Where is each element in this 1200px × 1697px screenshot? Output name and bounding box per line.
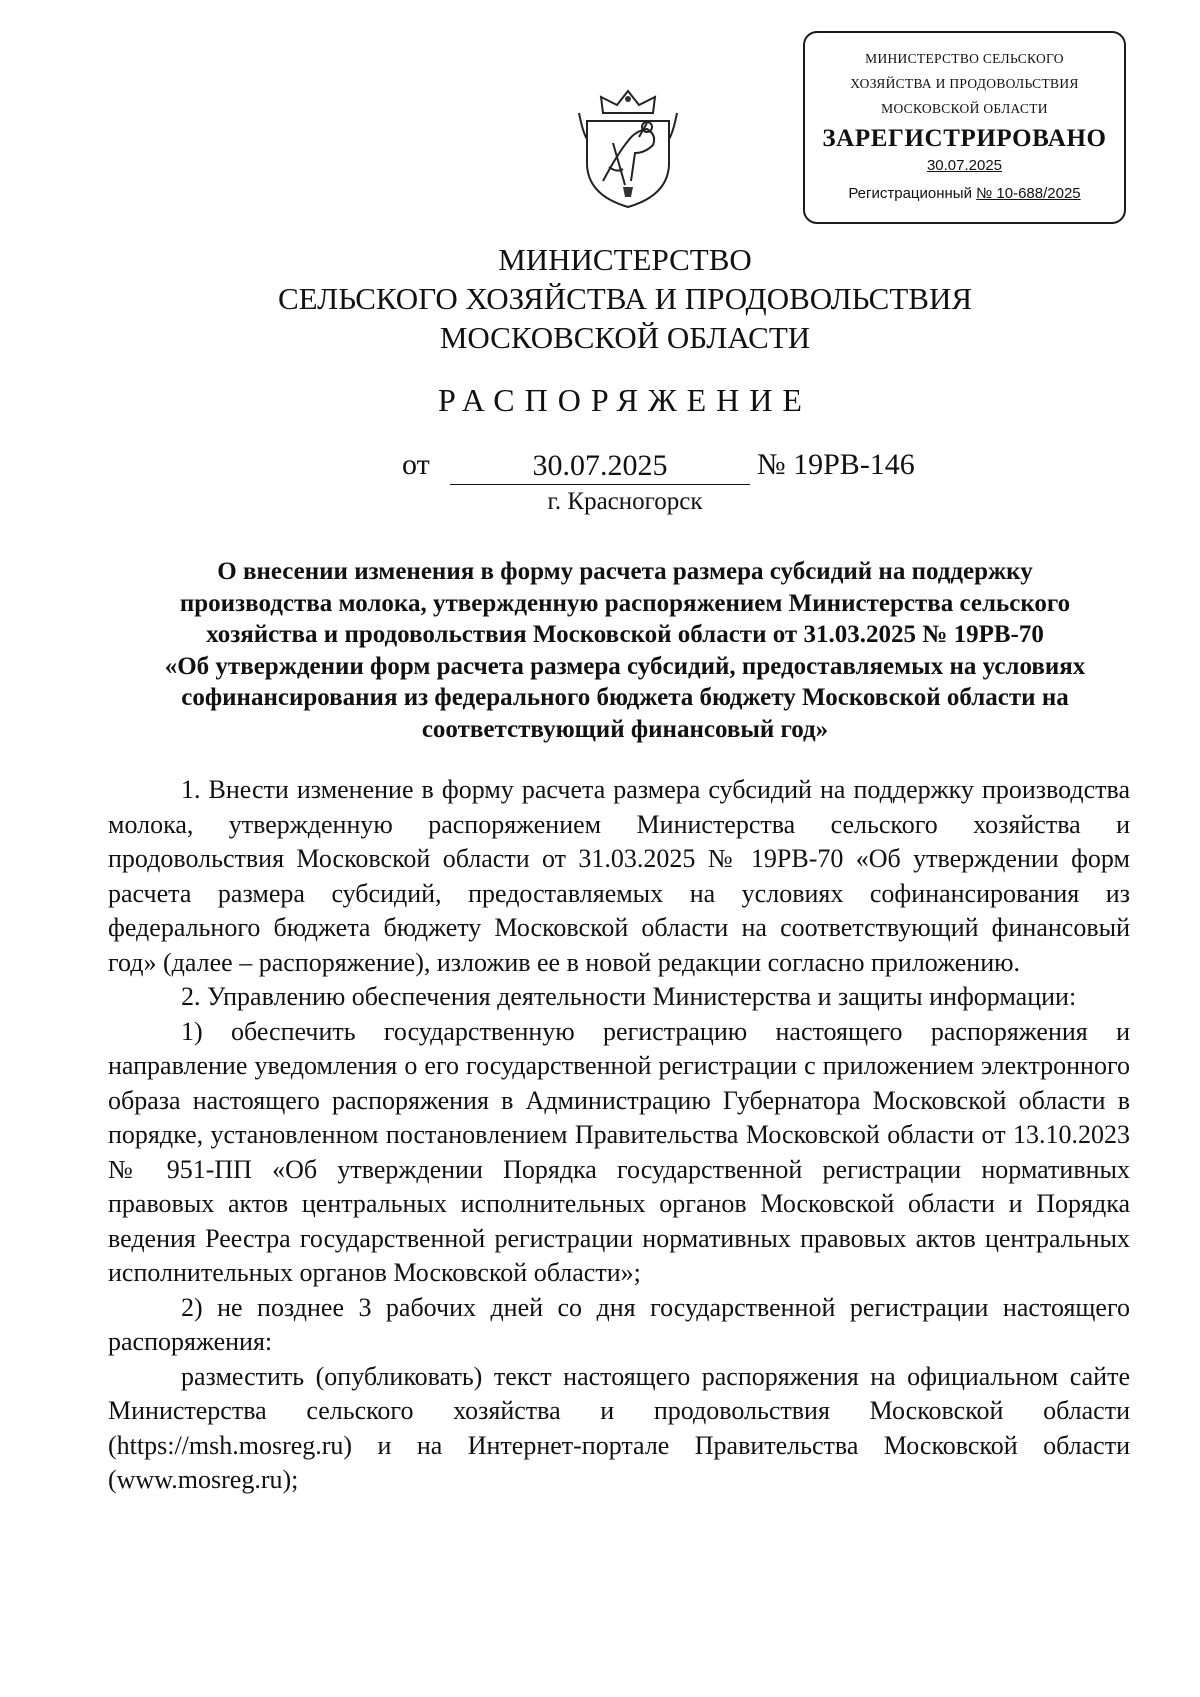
- title-line: О внесении изменения в форму расчета размера субсидий на поддержку: [217, 558, 1033, 585]
- document-title: [115, 556, 1135, 745]
- stamp-line: ХОЗЯЙСТВА И ПРОДОВОЛЬСТВИЯ: [850, 76, 1079, 91]
- stamp-number-value: № 10-688/2025: [976, 185, 1081, 202]
- paragraph-publish: разместить (опубликовать) текст настоящего распоряжения на официальном сайте Министерства сельского хозяйства и продовольствия Московской области (https://msh.mosreg.ru) и на Интернет-портале Правительства Московской области (www.mosreg.ru);: [108, 1361, 1130, 1494]
- title-line: софинансирования из федерального бюджета бюджету Московской области на: [181, 684, 1069, 711]
- document-body: [108, 773, 1130, 1498]
- paragraph-subitem-1: 1) обеспечить государственную регистрацию настоящего распоряжения и направление уведомления о его государственной регистрации с приложением электронного образа настоящего распоряжения в Администрацию Губернатора Московской области в порядке, установленном постановлением Правительства Московской области от 13.10.2023 № 951-ПП «Об утверждении Порядка государственной регистрации нормативных правовых актов центральных исполнительных органов Московской области и Порядка ведения Реестра государственной регистрации нормативных правовых актов центральных исполнительных органов Московской области»;: [108, 1016, 1130, 1287]
- title-line: соответствующий финансовый год»: [421, 715, 829, 743]
- stamp-line: МИНИСТЕРСТВО СЕЛЬСКОГО: [865, 51, 1064, 66]
- coat-of-arms-icon: [573, 83, 683, 213]
- document-date: 30.07.2025: [450, 447, 750, 485]
- paragraph-item-1: 1. Внести изменение в форму расчета размера субсидий на поддержку производства молока, утвержденную распоряжением Министерства сельского хозяйства и продовольствия Московской области от 31.03.2025 № 19РВ-70 «Об утверждении форм расчета размера субсидий, предоставляемых на условиях софинансирования из федерального бюджета бюджету Московской области на соответствующий финансовый год» (далее – распоряжение), изложив ее в новой редакции согласно приложению.: [108, 775, 1130, 977]
- title-line: производства молока, утвержденную распоряжением Министерства сельского: [179, 589, 1071, 617]
- from-label: от: [402, 448, 430, 481]
- stamp-date: 30.07.2025: [926, 157, 1003, 174]
- stamp-status: ЗАРЕГИСТРИРОВАНО: [822, 125, 1107, 152]
- document-number: № 19РВ-146: [757, 448, 915, 481]
- ministry-name: [0, 240, 1200, 357]
- stamp-line: МОСКОВСКОЙ ОБЛАСТИ: [881, 101, 1048, 116]
- stamp-number-label: Регистрационный: [848, 185, 972, 202]
- ministry-line: МОСКОВСКОЙ ОБЛАСТИ: [439, 320, 811, 355]
- ministry-line: МИНИСТЕРСТВО: [498, 242, 752, 277]
- title-line: «Об утверждении форм расчета размера субсидий, предоставляемых на условиях: [164, 652, 1086, 680]
- paragraph-subitem-2: 2) не позднее 3 рабочих дней со дня государственной регистрации настоящего распоряжения:: [108, 1292, 1130, 1356]
- registration-stamp: [803, 31, 1126, 224]
- title-line: хозяйства и продовольствия Московской области от 31.03.2025 № 19РВ-70: [206, 621, 1044, 648]
- document-city: г. Красногорск: [547, 488, 703, 515]
- paragraph-item-2: 2. Управлению обеспечения деятельности Министерства и защиты информации:: [181, 982, 1077, 1011]
- document-type: РАСПОРЯЖЕНИЕ: [438, 382, 812, 418]
- stamp-number: [805, 181, 1124, 207]
- ministry-line: СЕЛЬСКОГО ХОЗЯЙСТВА И ПРОДОВОЛЬСТВИЯ: [277, 281, 973, 316]
